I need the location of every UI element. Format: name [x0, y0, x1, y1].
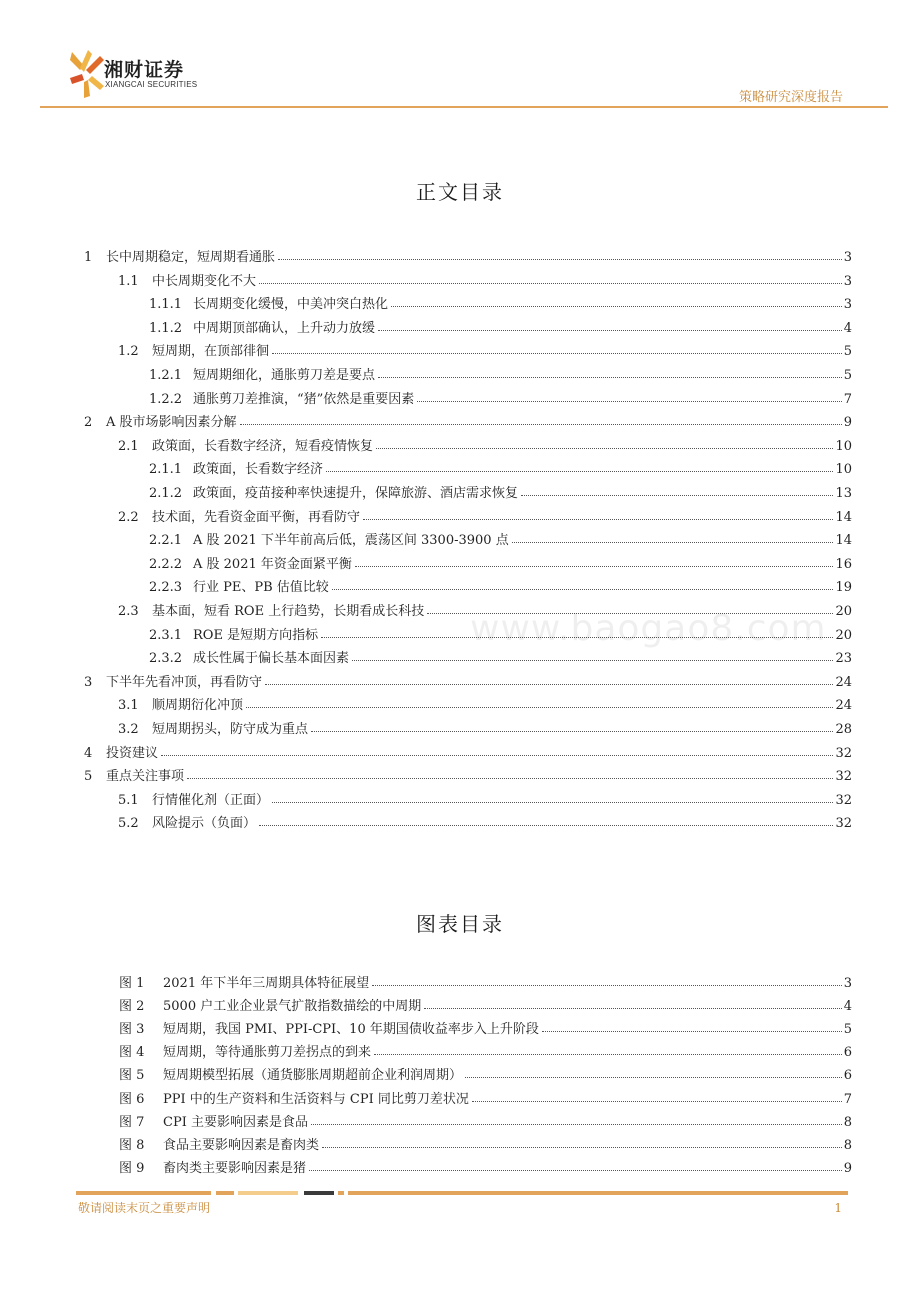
logo-english-name: XIANGCAI SECURITIES [105, 80, 198, 89]
toc-item-label: 短周期拐头，防守成为重点 [152, 722, 309, 737]
toc-item-page: 3 [843, 250, 852, 265]
figure-toc-item-number: 图 9 [119, 1160, 145, 1176]
toc-item-number: 5.2 [118, 816, 139, 832]
toc-item-leader-dots [417, 401, 841, 402]
figure-toc-item-number: 图 8 [119, 1137, 145, 1153]
toc-item-number: 3.2 [118, 722, 139, 737]
figure-toc-item[interactable] [119, 1017, 852, 1037]
toc-item-leader-dots [352, 660, 833, 661]
toc-item-number: 2.2 [118, 509, 139, 525]
toc-item-label: 中长周期变化不大 [152, 273, 257, 289]
toc-item-page: 4 [843, 320, 852, 336]
toc-item-leader-dots [311, 731, 833, 732]
toc-item-number: 2 [84, 415, 93, 431]
toc-item-number: 2.2.2 [149, 556, 183, 572]
toc-item-page: 9 [843, 415, 852, 431]
figure-toc-item-page: 6 [843, 1045, 852, 1061]
toc-item-page: 16 [835, 556, 852, 572]
toc-item-number: 2.3 [118, 604, 139, 619]
toc-item-label: A 股 2021 下半年前高后低，震荡区间 3300-3900 点 [193, 533, 509, 549]
toc-item-page: 10 [835, 438, 852, 454]
figure-toc-item-page: 8 [843, 1137, 852, 1153]
toc-item-label: 基本面，短看 ROE 上行趋势，长期看成长科技 [152, 604, 425, 619]
figure-toc-item-number: 图 4 [119, 1045, 145, 1061]
figure-toc-item-leader-dots [374, 1054, 842, 1055]
toc-item[interactable] [149, 292, 852, 312]
figure-toc-title: 图表目录 [416, 912, 504, 936]
toc-item-leader-dots [265, 684, 833, 685]
footer-page-number: 1 [834, 1201, 842, 1215]
toc-item[interactable] [118, 269, 852, 289]
toc-item[interactable] [149, 481, 852, 501]
figure-toc-item[interactable] [119, 1156, 852, 1176]
toc-item-page: 5 [843, 368, 852, 383]
figure-toc-item[interactable] [119, 1087, 852, 1107]
figure-toc-item[interactable] [119, 1133, 852, 1153]
figure-toc-item-number: 图 7 [119, 1114, 145, 1130]
figure-toc-item-leader-dots [372, 985, 842, 986]
toc-item-page: 13 [835, 486, 852, 501]
toc-item-leader-dots [332, 589, 834, 590]
toc-item-number: 1 [84, 250, 93, 265]
toc-item-number: 4 [84, 745, 93, 761]
figure-toc-item-page: 7 [843, 1091, 852, 1107]
toc-item[interactable] [149, 575, 852, 595]
figure-toc-item[interactable] [119, 994, 852, 1014]
toc-item[interactable] [118, 339, 852, 359]
figure-toc-item-leader-dots [542, 1031, 842, 1032]
figure-toc-item-page: 8 [843, 1114, 852, 1130]
toc-item-page: 20 [835, 627, 852, 643]
figure-toc-item[interactable] [119, 971, 852, 991]
figure-toc-item-number: 图 3 [119, 1022, 145, 1038]
toc-item-leader-dots [378, 330, 842, 331]
figure-toc-item-label: 短周期，等待通胀剪刀差拐点的到来 [163, 1045, 372, 1061]
watermark: www.baogao8.com [470, 608, 827, 649]
figure-toc-item-number: 图 2 [119, 999, 145, 1015]
toc-item-leader-dots [187, 778, 833, 779]
toc-item-label: 技术面，先看资金面平衡，再看防守 [152, 509, 361, 525]
toc-item-number: 1.2.1 [149, 368, 183, 383]
main-toc-title: 正文目录 [416, 180, 504, 204]
toc-item-page: 3 [843, 273, 852, 289]
toc-item-leader-dots [355, 566, 834, 567]
toc-item-label: 风险提示（负面） [152, 816, 257, 832]
figure-toc-item-label: 畜肉类主要影响因素是猪 [163, 1160, 307, 1176]
toc-item-leader-dots [272, 353, 842, 354]
toc-item-page: 32 [835, 745, 852, 761]
figure-toc-item-number: 图 5 [119, 1068, 145, 1084]
toc-item-leader-dots [521, 495, 833, 496]
figure-toc-item-page: 4 [843, 999, 852, 1015]
toc-item[interactable] [84, 410, 852, 430]
figure-toc-item-leader-dots [472, 1101, 842, 1102]
company-logo [70, 50, 210, 100]
toc-item-label: 政策面，长看数字经济 [193, 462, 324, 478]
toc-item-number: 2.2.1 [149, 533, 183, 549]
toc-item-label: 中周期顶部确认，上升动力放缓 [193, 320, 376, 336]
toc-item[interactable] [118, 717, 852, 737]
figure-toc-item-leader-dots [424, 1008, 842, 1009]
toc-item[interactable] [149, 552, 852, 572]
toc-item[interactable] [149, 316, 852, 336]
figure-toc-item-page: 3 [843, 976, 852, 991]
toc-item-page: 20 [835, 604, 852, 619]
toc-item-page: 32 [835, 792, 852, 808]
toc-item-page: 32 [835, 769, 852, 785]
toc-item-label: 政策面，长看数字经济，短看疫情恢复 [152, 438, 374, 454]
toc-item-page: 24 [835, 698, 852, 714]
toc-item[interactable] [118, 788, 852, 808]
toc-item-leader-dots [391, 306, 842, 307]
figure-toc-item-label: 食品主要影响因素是畜肉类 [163, 1137, 320, 1153]
toc-item-page: 28 [835, 722, 852, 737]
toc-item-number: 3 [84, 674, 93, 690]
toc-item[interactable] [118, 505, 852, 525]
toc-item-number: 1.2.2 [149, 391, 183, 407]
toc-item-label: 投资建议 [106, 745, 159, 761]
toc-item[interactable] [84, 741, 852, 761]
toc-item[interactable] [118, 434, 852, 454]
toc-item-number: 1.1.2 [149, 320, 183, 336]
toc-item-number: 2.3.2 [149, 651, 183, 667]
toc-item-label: A 股市场影响因素分解 [106, 415, 237, 431]
toc-item-leader-dots [278, 259, 842, 260]
figure-toc-item-label: 2021 年下半年三周期具体特征展望 [163, 976, 370, 991]
toc-item-page: 19 [835, 580, 852, 596]
toc-item-label: ROE 是短期方向指标 [193, 627, 319, 643]
figure-toc-item-leader-dots [322, 1147, 842, 1148]
toc-item-number: 2.1.1 [149, 462, 183, 478]
toc-item-leader-dots [512, 542, 834, 543]
toc-item-label: 长中周期稳定，短周期看通胀 [106, 250, 276, 265]
toc-item[interactable] [84, 670, 852, 690]
toc-item[interactable] [149, 646, 852, 666]
toc-item[interactable] [149, 363, 852, 383]
toc-item-label: 顺周期衍化冲顶 [152, 698, 244, 714]
toc-item-leader-dots [240, 424, 842, 425]
figure-toc-item-page: 6 [843, 1068, 852, 1084]
toc-item-label: 行业 PE、PB 估值比较 [193, 580, 329, 596]
toc-item[interactable] [84, 764, 852, 784]
toc-item-leader-dots [326, 471, 833, 472]
logo-chinese-name: 湘财证券 [104, 59, 185, 81]
toc-item-label: 短周期，在顶部徘徊 [152, 344, 270, 360]
footer-disclaimer: 敬请阅读末页之重要声明 [78, 1201, 211, 1215]
toc-item-page: 14 [835, 509, 852, 525]
toc-item-number: 1.2 [118, 344, 139, 360]
toc-item-number: 1.1 [118, 273, 139, 289]
toc-item-number: 3.1 [118, 698, 139, 714]
toc-item-number: 5 [84, 769, 93, 785]
toc-item[interactable] [118, 693, 852, 713]
toc-item-leader-dots [259, 283, 842, 284]
figure-toc-item-label: PPI 中的生产资料和生活资料与 CPI 同比剪刀差状况 [163, 1091, 469, 1107]
toc-item-label: 政策面，疫苗接种率快速提升，保障旅游、酒店需求恢复 [193, 486, 519, 501]
toc-item-leader-dots [378, 377, 842, 378]
toc-item-leader-dots [363, 519, 833, 520]
toc-item-number: 2.1.2 [149, 486, 183, 501]
figure-toc-item-number: 图 6 [119, 1091, 145, 1107]
figure-toc-item-leader-dots [309, 1170, 842, 1171]
toc-item-label: 长周期变化缓慢，中美冲突白热化 [193, 297, 389, 313]
toc-item[interactable] [149, 528, 852, 548]
toc-item[interactable] [149, 387, 852, 407]
toc-item-page: 24 [835, 674, 852, 690]
toc-item-page: 5 [843, 344, 852, 360]
toc-item[interactable] [118, 811, 852, 831]
figure-toc-item[interactable] [119, 1040, 852, 1060]
toc-item-leader-dots [246, 707, 833, 708]
toc-item-number: 2.1 [118, 438, 139, 454]
figure-toc-item[interactable] [119, 1110, 852, 1130]
toc-item[interactable] [84, 245, 852, 265]
toc-item-label: 重点关注事项 [106, 769, 185, 785]
figure-toc-item-page: 5 [843, 1022, 852, 1038]
toc-item-number: 5.1 [118, 792, 139, 808]
logo-mark-icon [70, 50, 104, 98]
figure-toc-item-label: 短周期，我国 PMI、PPI-CPI、10 年期国债收益率步入上升阶段 [163, 1022, 539, 1038]
toc-item-page: 3 [843, 297, 852, 313]
figure-toc-item-label: CPI 主要影响因素是食品 [163, 1114, 308, 1130]
toc-item-label: 成长性属于偏长基本面因素 [193, 651, 350, 667]
figure-toc-item-label: 5000 户工业企业景气扩散指数描绘的中周期 [163, 999, 422, 1015]
toc-item-leader-dots [259, 825, 833, 826]
toc-item-label: 行情催化剂（正面） [152, 792, 270, 808]
report-type-label: 策略研究深度报告 [738, 90, 843, 105]
toc-item-page: 14 [835, 533, 852, 549]
toc-item[interactable] [149, 457, 852, 477]
figure-toc-item-leader-dots [465, 1077, 842, 1078]
figure-toc-item-label: 短周期模型拓展（通货膨胀周期超前企业利润周期） [163, 1068, 463, 1084]
figure-toc-item-page: 9 [843, 1160, 852, 1176]
toc-item-page: 7 [843, 391, 852, 407]
toc-item-page: 10 [835, 462, 852, 478]
toc-item-number: 2.2.3 [149, 580, 183, 596]
toc-item-leader-dots [376, 448, 833, 449]
figure-toc-item-number: 图 1 [119, 976, 145, 991]
toc-item-label: 下半年先看冲顶，再看防守 [106, 674, 263, 690]
toc-item-page: 23 [835, 651, 852, 667]
toc-item-label: 通胀剪刀差推演，“猪”依然是重要因素 [193, 391, 415, 407]
figure-toc-item-leader-dots [311, 1124, 842, 1125]
figure-toc-item[interactable] [119, 1063, 852, 1083]
toc-item-number: 1.1.1 [149, 297, 183, 313]
toc-item-leader-dots [161, 755, 833, 756]
footer-bar [76, 1191, 848, 1195]
toc-item-label: A 股 2021 年资金面紧平衡 [193, 556, 352, 572]
toc-item-leader-dots [272, 802, 833, 803]
toc-item-number: 2.3.1 [149, 627, 183, 643]
toc-item-label: 短周期细化，通胀剪刀差是要点 [193, 368, 376, 383]
toc-item-page: 32 [835, 816, 852, 832]
header-divider [40, 106, 888, 108]
